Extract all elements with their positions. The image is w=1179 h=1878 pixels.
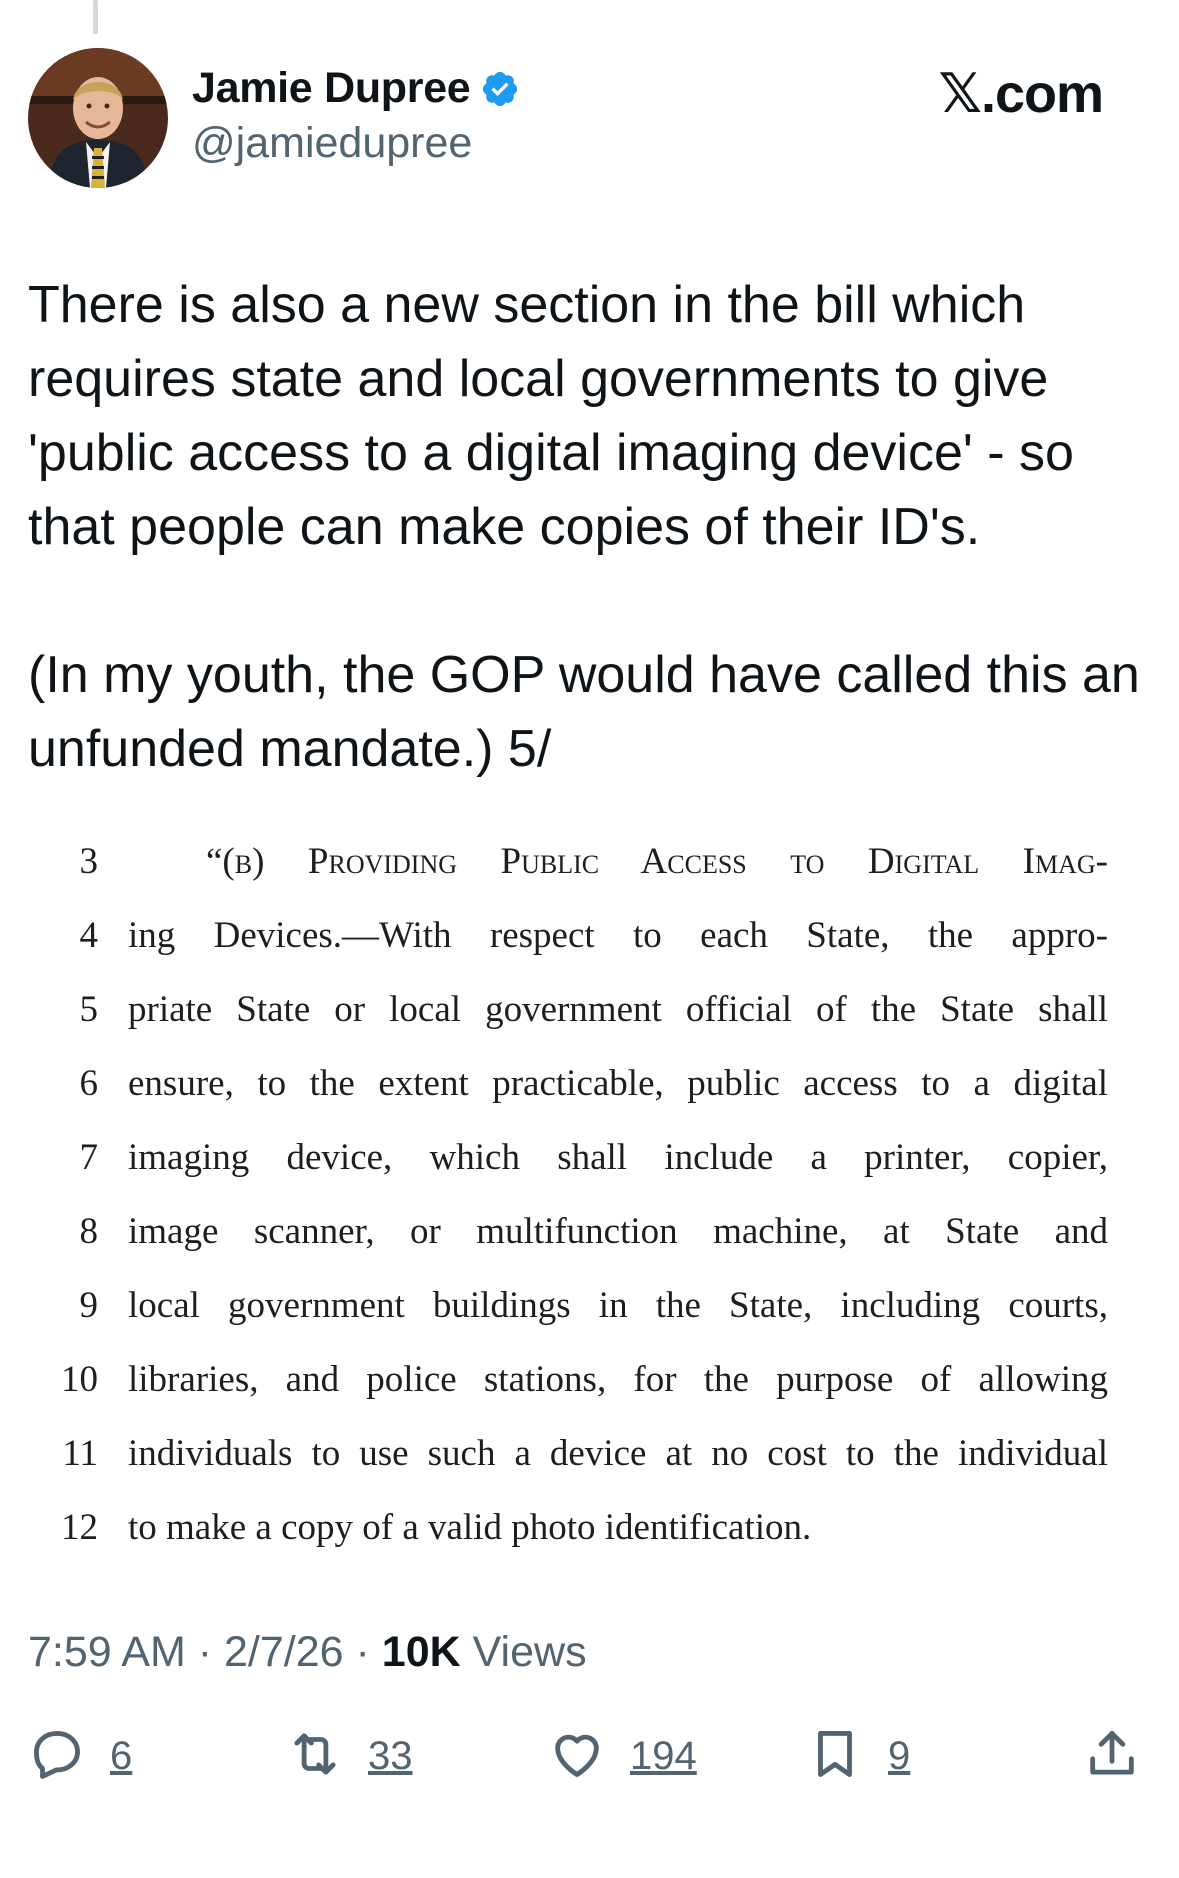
views-label: Views xyxy=(472,1628,587,1676)
bill-line-text: local government buildings in the State, including courts, xyxy=(128,1285,1108,1326)
share-button[interactable] xyxy=(1083,1725,1141,1788)
bill-line-text: individuals to use such a device at no cost to the individual xyxy=(128,1433,1108,1474)
bill-line xyxy=(28,1210,1108,1284)
action-bar xyxy=(28,1725,1148,1795)
meta-separator: · xyxy=(355,1628,382,1676)
verified-badge-icon[interactable] xyxy=(480,69,520,109)
avatar[interactable] xyxy=(28,48,168,188)
bill-line-number: 6 xyxy=(79,1063,98,1104)
tweet-date[interactable]: 2/7/26 xyxy=(224,1628,344,1676)
repost-button[interactable] xyxy=(286,1725,413,1788)
bill-line-number: 7 xyxy=(79,1137,98,1178)
bill-line-text: image scanner, or multifunction machine, at State and xyxy=(128,1211,1108,1252)
bill-line-text: to make a copy of a valid photo identification. xyxy=(128,1507,812,1548)
tweet-meta xyxy=(28,1628,587,1677)
bill-line-number: 4 xyxy=(79,915,98,956)
source-label: 𝕏.com xyxy=(938,64,1103,124)
bookmark-button[interactable] xyxy=(806,1725,910,1788)
meta-separator: · xyxy=(197,1628,224,1676)
bookmark-count[interactable]: 9 xyxy=(888,1734,911,1778)
thread-connector-line xyxy=(93,0,98,34)
bill-line-number: 12 xyxy=(61,1507,98,1548)
tweet-time[interactable]: 7:59 AM xyxy=(28,1628,186,1676)
bill-line-text: imaging device, which shall include a printer, copier, xyxy=(128,1137,1108,1178)
bookmark-icon xyxy=(806,1725,864,1788)
like-button[interactable] xyxy=(548,1725,697,1788)
bill-line-number: 5 xyxy=(79,989,98,1030)
bill-line xyxy=(28,1506,1108,1580)
bill-line xyxy=(28,1136,1108,1210)
reply-count[interactable]: 6 xyxy=(110,1734,133,1778)
bill-line-number: 3 xyxy=(79,841,98,882)
bill-line-number: 8 xyxy=(79,1211,98,1252)
reply-icon xyxy=(28,1725,86,1788)
bill-line xyxy=(28,840,1108,914)
bill-line xyxy=(28,1062,1108,1136)
bill-line-text: “(b) Providing Public Access to Digital Imag- xyxy=(206,841,1108,882)
bill-line-text: ing Devices.—With respect to each State, the appro- xyxy=(128,915,1108,956)
bill-line xyxy=(28,988,1108,1062)
repost-count[interactable]: 33 xyxy=(368,1734,413,1778)
like-count[interactable]: 194 xyxy=(630,1734,697,1778)
author-block[interactable] xyxy=(192,64,520,168)
share-icon xyxy=(1083,1725,1141,1788)
bill-line-number: 11 xyxy=(62,1433,98,1474)
bill-line-number: 10 xyxy=(61,1359,98,1400)
bill-line-number: 9 xyxy=(79,1285,98,1326)
like-icon xyxy=(548,1725,606,1788)
author-display-name[interactable]: Jamie Dupree xyxy=(192,64,471,112)
bill-line xyxy=(28,1432,1108,1506)
bill-line xyxy=(28,914,1108,988)
bill-line-text: priate State or local government official of the State shall xyxy=(128,989,1108,1030)
author-handle[interactable]: @jamiedupree xyxy=(192,119,473,167)
tweet-text: There is also a new section in the bill which requires state and local governments to give 'public access to a digital imaging device' - so that people can make copies of their ID's. (In my youth, the GOP would have called this an unfunded mandate.) 5/ xyxy=(28,276,1140,778)
bill-line xyxy=(28,1284,1108,1358)
bill-line-text: libraries, and police stations, for the purpose of allowing xyxy=(128,1359,1108,1400)
views-count: 10K xyxy=(381,1628,461,1676)
bill-line-text: ensure, to the extent practicable, public access to a digital xyxy=(128,1063,1108,1104)
bill-line xyxy=(28,1358,1108,1432)
repost-icon xyxy=(286,1725,344,1788)
reply-button[interactable] xyxy=(28,1725,132,1788)
